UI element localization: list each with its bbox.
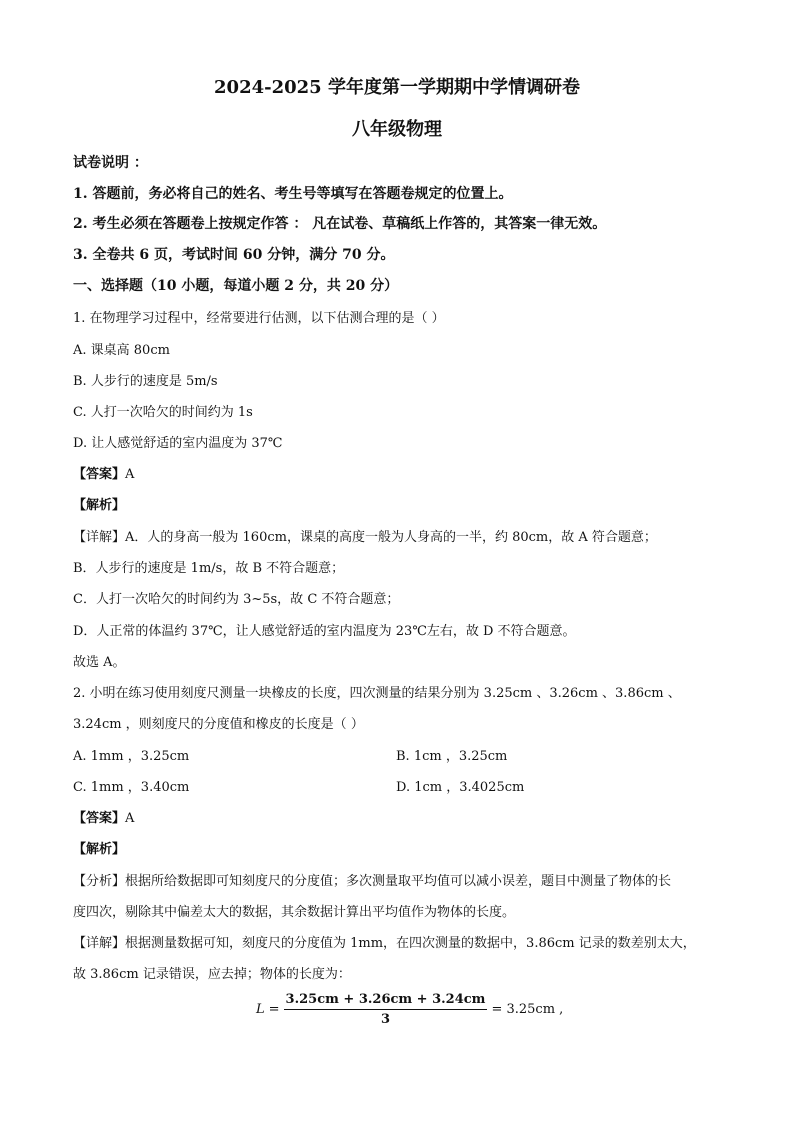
formula-denominator: 3 [380,1012,391,1027]
formula-equals: = [268,1002,280,1017]
instructions-heading: 试卷说明 ： [73,155,148,171]
q1-conclusion: 故选 A。 [73,655,126,670]
q1-option-b: B. 人步行的速度是 5m/s [73,374,218,389]
formula-result: = 3.25cm , [491,1002,564,1017]
instruction-item-3: 3. 全卷共 6 页，考试时间 60 分钟，满分 70 分。 [73,247,395,263]
q2-option-c: C. 1mm ，3.40cm [73,780,190,795]
section-heading: 一、选择题（10 小题，每道小题 2 分，共 20 分） [73,278,399,294]
formula-numerator: 3.25cm + 3.26cm + 3.24cm [284,992,488,1010]
q1-detail-1: 【详解】A．人的身高一般为 160cm，课桌的高度一般为人身高的一半，约 80cm，故 A 符合题意； [73,530,657,545]
q1-option-d: D. 让人感觉舒适的室内温度为 37℃ [73,436,283,451]
q2-answer [73,807,134,826]
q2-detail-1: 【详解】根据测量数据可知，刻度尺的分度值为 1mm，在四次测量的数据中，3.86cm 记录的数差别太大， [73,936,696,951]
q1-answer-tag: 【答案】 [73,467,126,482]
formula-lhs: L [256,1002,265,1017]
q2-detail-2: 故 3.86cm 记录错误，应去掉；物体的长度为： [73,967,351,982]
q2-analysis-1: 【分析】根据所给数据即可知刻度尺的分度值；多次测量取平均值可以减小误差，题目中测量了物体的长 [73,874,672,889]
instruction-item-1: 1. 答题前，务必将自己的姓名、考生号等填写在答题卷规定的位置上。 [73,186,513,202]
q1-answer [73,463,134,482]
formula-fraction [284,992,488,1027]
instruction-item-2: 2. 考生必须在答题卷上按规定作答 ： 凡在试卷、草稿纸上作答的，其答案一律无效。 [73,216,607,232]
q2-answer-tag: 【答案】 [73,811,126,826]
q2-analysis-tag: 【解析】 [73,842,126,857]
q2-option-b: B. 1cm ，3.25cm [396,749,508,764]
q1-detail-2: B．人步行的速度是 1m/s，故 B 不符合题意； [73,561,345,576]
q2-analysis-2: 度四次，剔除其中偏差太大的数据，其余数据计算出平均值作为物体的长度。 [73,905,516,920]
q2-stem-line-1: 2. 小明在练习使用刻度尺测量一块橡皮的长度，四次测量的结果分别为 3.25cm 、3.26cm 、3.86cm 、 [73,686,681,701]
q1-option-c: C. 人打一次哈欠的时间约为 1s [73,405,253,420]
q2-answer-value: A [125,811,135,826]
q1-stem: 1. 在物理学习过程中，经常要进行估测，以下估测合理的是（ ） [73,311,445,326]
q2-option-d: D. 1cm ，3.4025cm [396,780,525,795]
length-formula [256,992,563,1027]
q2-option-a: A. 1mm ，3.25cm [73,749,190,764]
q1-detail-4: D．人正常的体温约 37℃，让人感觉舒适的室内温度为 23℃左右，故 D 不符合题意。 [73,624,576,639]
q1-answer-value: A [125,467,135,482]
q1-option-a: A. 课桌高 80cm [73,343,170,358]
q2-stem-line-2: 3.24cm ，则刻度尺的分度值和橡皮的长度是（ ） [73,717,364,732]
q1-analysis-tag: 【解析】 [73,498,126,513]
q1-detail-3: C．人打一次哈欠的时间约为 3~5s，故 C 不符合题意； [73,592,400,607]
exam-subtitle: 八年级物理 [352,119,442,140]
exam-title: 2024-2025 学年度第一学期期中学情调研卷 [214,77,580,98]
